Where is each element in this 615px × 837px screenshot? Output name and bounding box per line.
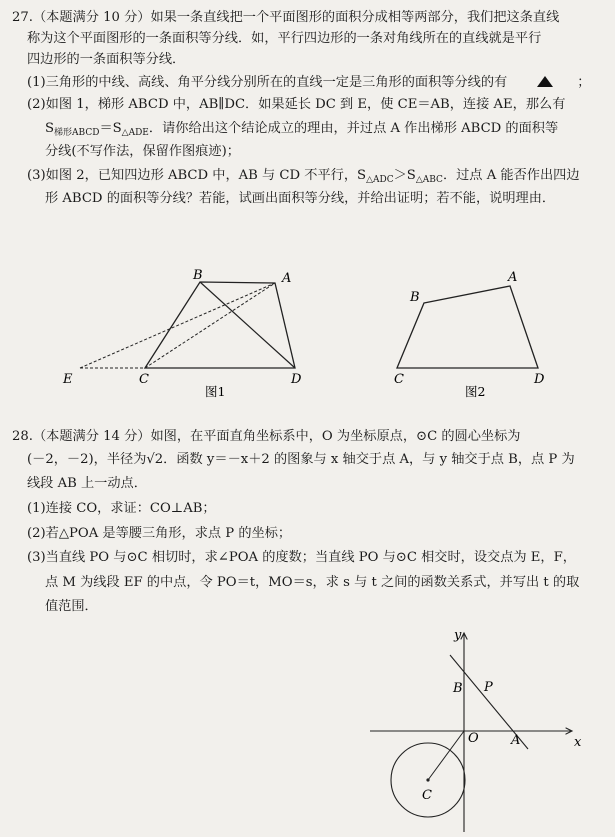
q27-part-3-line-2: 形 ABCD 的面积等分线？若能，试画出面积等分线，并给出证明；若不能，说明理由． bbox=[45, 191, 556, 206]
segment-co bbox=[428, 731, 464, 780]
area-subscript-adc: △ADC bbox=[366, 175, 394, 185]
q28-line-2: (－2，－2)，半径为√2．函数 y＝－x＋2 的图象与 x 轴交于点 A，与 y 轴交于点 B，点 P 为 bbox=[27, 452, 575, 467]
answer-blank-triangle-icon bbox=[537, 76, 553, 87]
q27-part-2-line-1: (2)如图 1，梯形 ABCD 中，AB∥DC．如果延长 DC 到 E，使 CE＝AB，连接 AE，那么有 bbox=[27, 97, 566, 112]
q27-line-2: 称为这个平面图形的一条面积等分线．如，平行四边形的一条对角线所在的直线就是平行 bbox=[27, 31, 542, 46]
label-o: O bbox=[468, 731, 479, 746]
q28-part-3-line-2: 点 M 为线段 EF 的中点，令 PO＝t，MO＝s，求 s 与 t 之间的函数关系式，并写出 t 的取 bbox=[45, 575, 580, 590]
label-c: C bbox=[422, 788, 432, 803]
fig1-label-d: D bbox=[291, 372, 302, 387]
fig1-label-c: C bbox=[139, 372, 149, 387]
q28-line-1: 28.（本题满分 14 分）如图，在平面直角坐标系中，O 为坐标原点，⊙C 的圆心坐标为 bbox=[12, 429, 521, 444]
q27-part-1-end: ； bbox=[577, 75, 591, 90]
q27-part-3-text: (3)如图 2，已知四边形 ABCD 中，AB 与 CD 不平行，S bbox=[27, 168, 367, 183]
fig2-label-c: C bbox=[394, 372, 404, 387]
q28-line-3: 线段 AB 上一动点． bbox=[27, 476, 147, 491]
q27-part-1 bbox=[27, 71, 590, 90]
q28-part-1: (1)连接 CO，求证：CO⊥AB； bbox=[27, 501, 216, 516]
label-x: x bbox=[574, 735, 582, 750]
area-subscript-abc: △ABC bbox=[415, 175, 443, 185]
label-b: B bbox=[453, 681, 463, 696]
fig2-label-a: A bbox=[508, 270, 518, 285]
fig1-label-b: B bbox=[193, 268, 203, 283]
figure-2-quadrilateral bbox=[380, 266, 570, 401]
figure-coordinate-plane bbox=[360, 625, 590, 832]
fig2-caption: 图2 bbox=[465, 384, 486, 399]
q28-part-3-line-1: (3)当直线 PO 与⊙C 相切时，求∠POA 的度数；当直线 PO 与⊙C 相交时，设交点为 E，F， bbox=[27, 550, 576, 565]
q27-part-3-text-rest: ．过点 A 能否作出四边 bbox=[442, 168, 580, 183]
fig1-label-e: E bbox=[63, 372, 73, 387]
q28-part-3-line-3: 值范围． bbox=[45, 599, 98, 614]
label-p: P bbox=[484, 680, 493, 695]
q27-line-1: 27.（本题满分 10 分）如果一条直线把一个平面图形的面积分成相等两部分，我们把这条直线 bbox=[12, 10, 560, 25]
q27-part-2-line-2 bbox=[45, 117, 558, 138]
fig2-label-b: B bbox=[410, 290, 420, 305]
fig1-caption: 图1 bbox=[205, 384, 226, 399]
q27-part-2-line-3: 分线(不写作法，保留作图痕迹)； bbox=[45, 144, 240, 159]
area-symbol-2: ＝S bbox=[99, 121, 122, 136]
q27-part-3-line-1 bbox=[27, 164, 580, 185]
label-y: y bbox=[454, 628, 462, 643]
figure-1-trapezoid bbox=[50, 266, 320, 401]
area-symbol: S bbox=[45, 121, 55, 136]
q27-part-2-line-2-rest: ．请你给出这个结论成立的理由，并过点 A 作出梯形 ABCD 的面积等 bbox=[148, 121, 559, 136]
area-subscript-trapezoid: 梯形ABCD bbox=[54, 128, 100, 138]
area-subscript-triangle: △ADE bbox=[121, 128, 149, 138]
fig1-label-a: A bbox=[282, 271, 292, 286]
label-a: A bbox=[511, 733, 521, 748]
greater-than-area: ＞S bbox=[393, 168, 416, 183]
q27-line-3: 四边形的一条面积等分线． bbox=[27, 52, 186, 67]
q27-part-1-text: (1)三角形的中线、高线、角平分线分别所在的直线一定是三角形的面积等分线的有 bbox=[27, 75, 508, 90]
fig2-label-d: D bbox=[534, 372, 545, 387]
q28-part-2: (2)若△POA 是等腰三角形，求点 P 的坐标； bbox=[27, 526, 292, 541]
